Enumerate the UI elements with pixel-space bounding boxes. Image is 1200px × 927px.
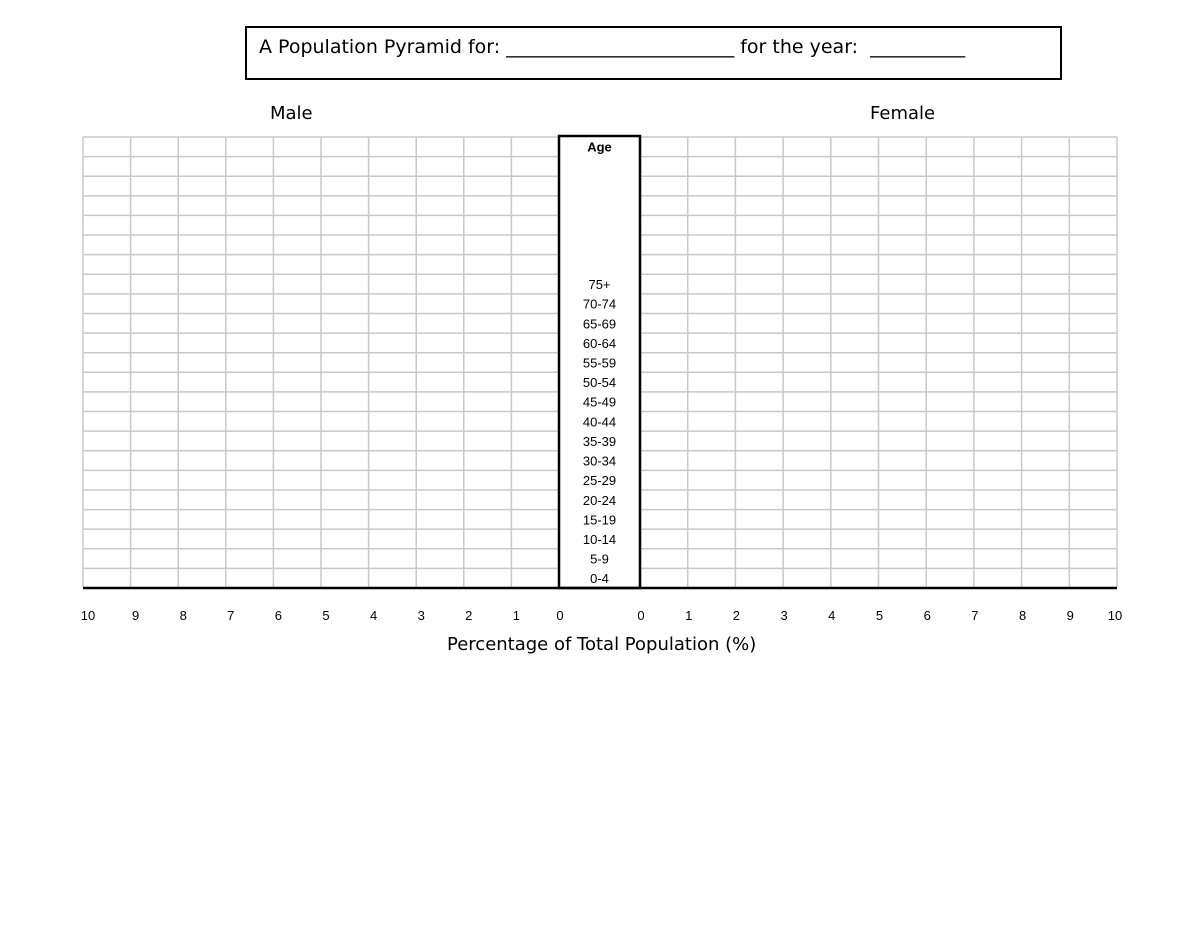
male-tick-label: 7 [227, 608, 235, 623]
female-tick-label: 9 [1066, 608, 1074, 623]
age-group-label: 30-34 [582, 453, 617, 469]
age-header: Age [587, 139, 612, 155]
axis-ticks [81, 608, 1122, 623]
male-tick-label: 3 [417, 608, 425, 623]
age-group-label: 75+ [588, 277, 611, 293]
male-tick-label: 2 [465, 608, 473, 623]
age-group-label: 0-4 [590, 571, 609, 587]
age-group-label: 60-64 [582, 335, 617, 351]
male-label: Male [270, 103, 313, 124]
age-group-label: 5-9 [590, 551, 609, 567]
title-prefix: A Population Pyramid for: [259, 36, 501, 58]
male-tick-label: 1 [512, 608, 521, 623]
female-tick-label: 3 [780, 608, 788, 623]
age-group-label: 35-39 [582, 433, 617, 449]
female-tick-label: 6 [923, 608, 931, 623]
male-tick-label: 9 [131, 608, 140, 623]
age-group-label: 15-19 [582, 512, 617, 528]
country-blank[interactable]: ________________________ [506, 36, 735, 58]
age-group-label: 10-14 [582, 531, 617, 547]
female-label: Female [870, 103, 936, 124]
female-tick-label: 4 [828, 608, 836, 623]
age-group-label: 25-29 [582, 473, 617, 489]
male-tick-label: 6 [274, 608, 283, 623]
female-tick-label: 1 [685, 608, 693, 623]
age-group-label: 20-24 [582, 492, 617, 508]
age-group-label: 65-69 [582, 316, 617, 332]
male-tick-label: 0 [556, 608, 564, 623]
male-tick-label: 10 [80, 608, 96, 623]
female-tick-label: 10 [1107, 608, 1123, 623]
age-group-label: 45-49 [582, 394, 617, 410]
title-middle: for the year: [740, 36, 859, 58]
female-tick-label: 8 [1018, 608, 1027, 623]
age-group-label: 70-74 [582, 296, 617, 312]
year-blank[interactable]: __________ [870, 36, 966, 58]
female-tick-label: 5 [875, 608, 884, 623]
male-tick-label: 4 [369, 608, 378, 623]
male-tick-label: 5 [322, 608, 330, 623]
age-group-label: 50-54 [582, 375, 617, 391]
age-group-label: 40-44 [582, 414, 617, 430]
male-tick-label: 8 [179, 608, 187, 623]
female-tick-label: 0 [637, 608, 645, 623]
female-tick-label: 7 [971, 608, 979, 623]
female-tick-label: 2 [732, 608, 741, 623]
age-group-label: 55-59 [582, 355, 617, 371]
x-axis-label: Percentage of Total Population (%) [447, 634, 757, 655]
